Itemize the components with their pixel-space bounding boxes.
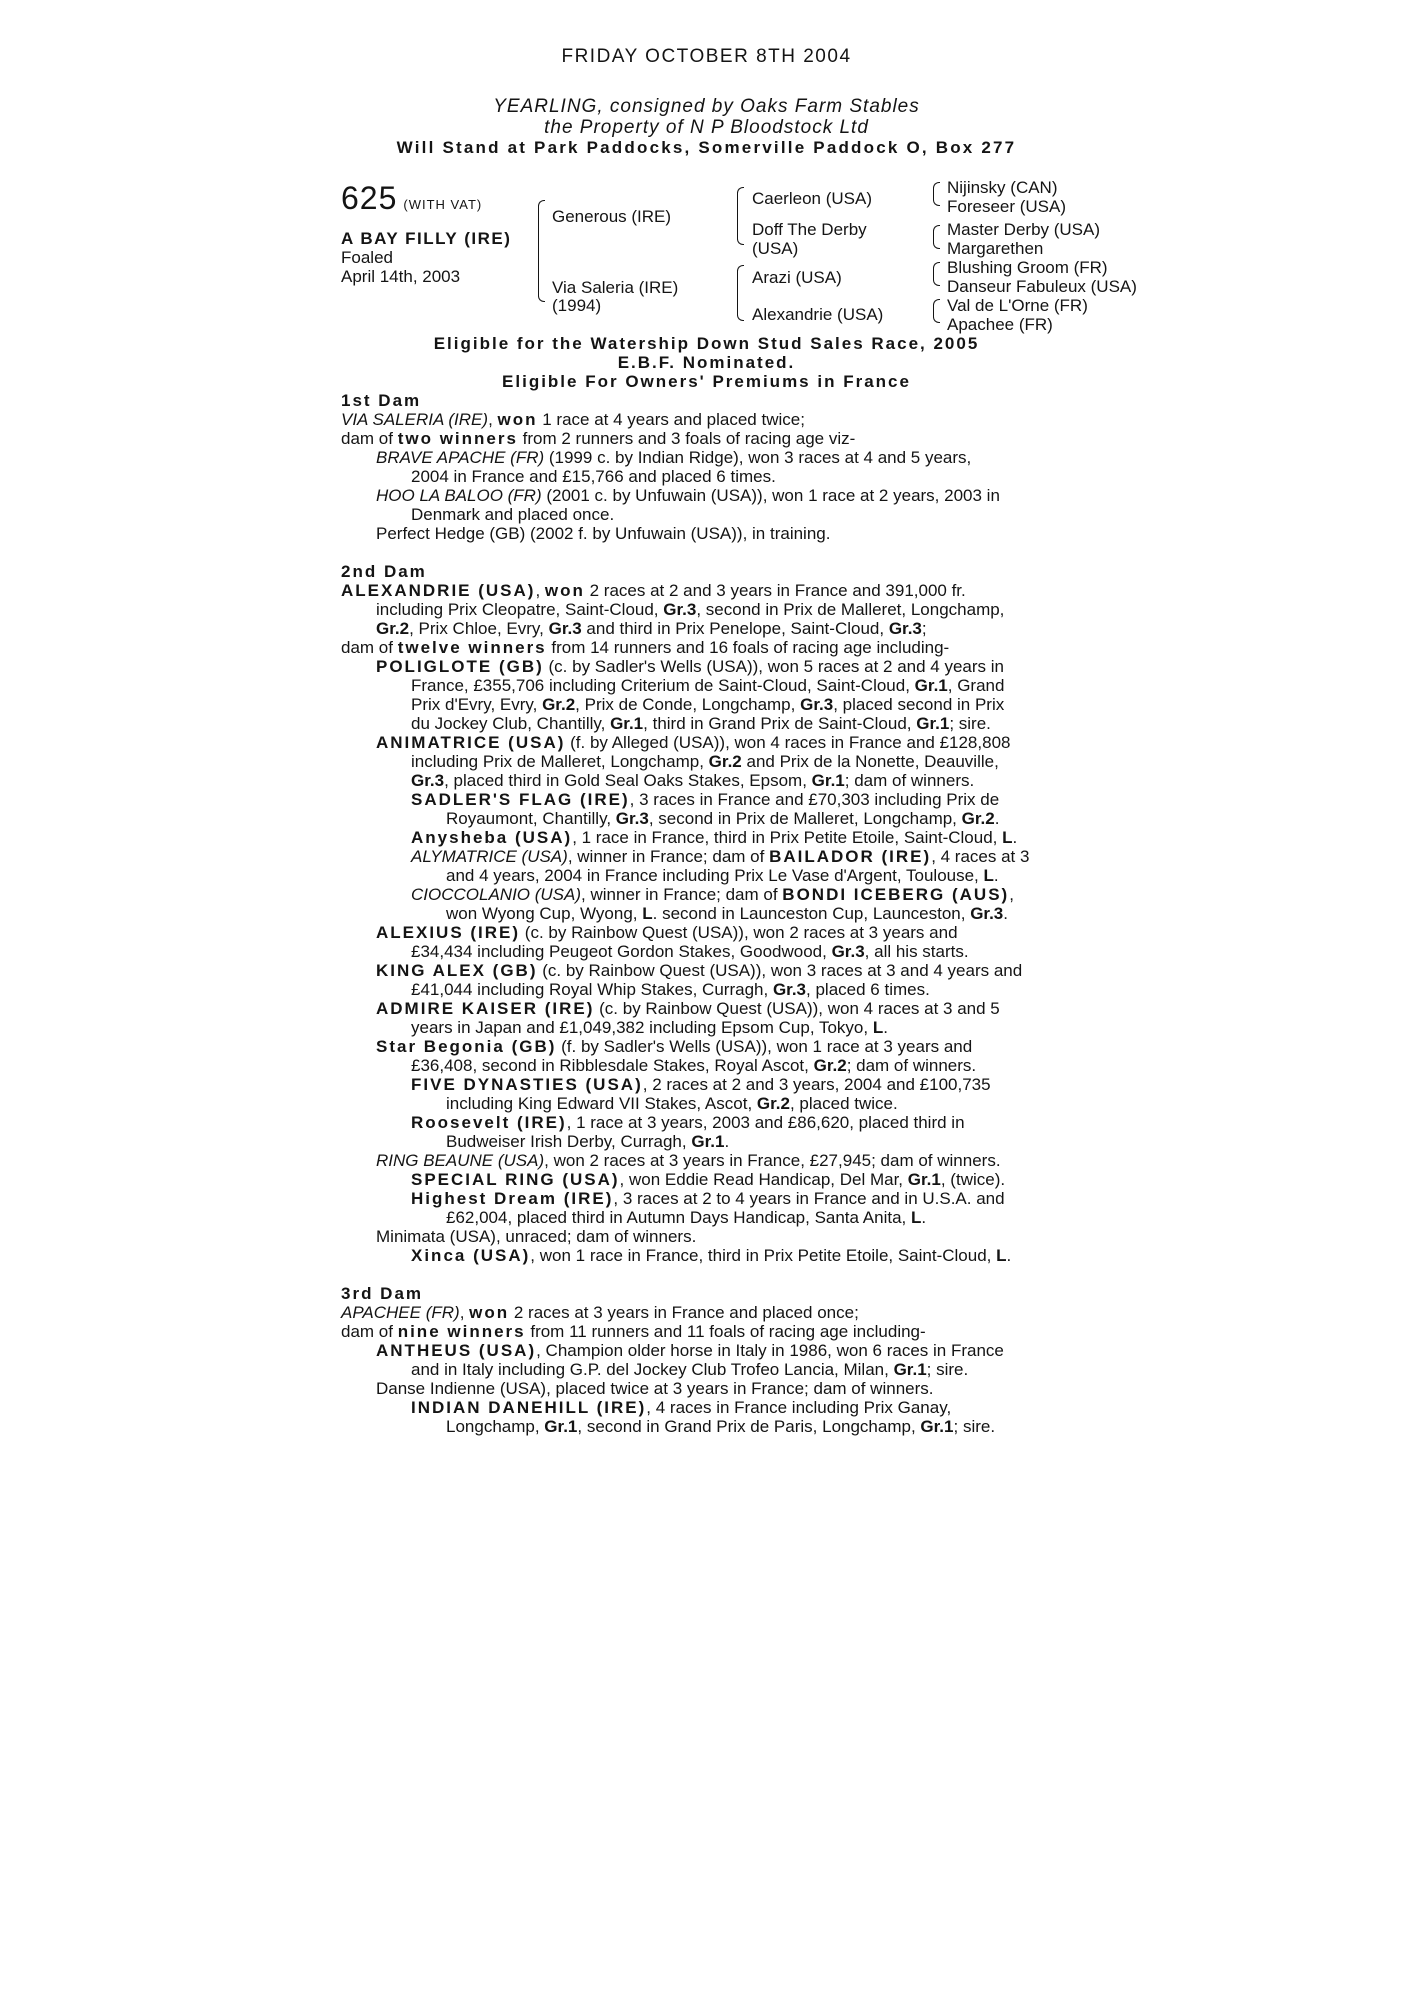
produce-entry-cont: including King Edward VII Stakes, Ascot, Gr.2, placed twice. <box>446 1094 898 1113</box>
produce-entry-cont: 2004 in France and £15,766 and placed 6 times. <box>411 467 776 486</box>
produce-entry: BRAVE APACHE (FR) (1999 c. by Indian Ridge), won 3 races at 4 and 5 years, <box>376 448 972 467</box>
pedigree-brace-dam <box>737 265 744 321</box>
pedigree-dsd: Danseur Fabuleux (USA) <box>947 277 1137 296</box>
first-dam-line: VIA SALERIA (IRE), won 1 race at 4 years and placed twice; <box>341 410 805 429</box>
pedigree-brace-ss <box>933 182 940 206</box>
produce-entry: FIVE DYNASTIES (USA), 2 races at 2 and 3 years, 2004 and £100,735 <box>411 1075 991 1094</box>
produce-entry: Xinca (USA), won 1 race in France, third in Prix Petite Etoile, Saint-Cloud, L. <box>411 1246 1012 1265</box>
pedigree-sdd: Margarethen <box>947 239 1044 258</box>
second-dam-line-cont: Gr.2, Prix Chloe, Evry, Gr.3 and third in Prix Penelope, Saint-Cloud, Gr.3; <box>376 619 927 638</box>
property-line: the Property of N P Bloodstock Ltd <box>544 117 869 138</box>
produce-entry: Anysheba (USA), 1 race in France, third in Prix Petite Etoile, Saint-Cloud, L. <box>411 828 1018 847</box>
produce-entry: SADLER'S FLAG (IRE), 3 races in France and £70,303 including Prix de <box>411 790 1000 809</box>
stand-location: Will Stand at Park Paddocks, Somerville Paddock O, Box 277 <box>396 138 1017 157</box>
pedigree-brace-sd <box>933 225 940 249</box>
produce-entry: ANTHEUS (USA), Champion older horse in Italy in 1986, won 6 races in France <box>376 1341 1004 1360</box>
produce-entry-cont: and 4 years, 2004 in France including Prix Le Vase d'Argent, Toulouse, L. <box>446 866 999 885</box>
pedigree-brace-sire <box>737 187 744 245</box>
vat-note: (WITH VAT) <box>403 197 483 212</box>
produce-entry: INDIAN DANEHILL (IRE), 4 races in France including Prix Ganay, <box>411 1398 952 1417</box>
second-dam-line: ALEXANDRIE (USA), won 2 races at 2 and 3 years in France and 391,000 fr. <box>341 581 966 600</box>
produce-entry-cont: £36,408, second in Ribblesdale Stakes, Royal Ascot, Gr.2; dam of winners. <box>411 1056 977 1075</box>
first-dam-produce-summary: dam of two winners from 2 runners and 3 foals of racing age viz- <box>341 429 856 448</box>
lot-number: 625 <box>341 180 398 216</box>
third-dam-produce-summary: dam of nine winners from 11 runners and 11 foals of racing age including- <box>341 1322 926 1341</box>
eligibility-ebf: E.B.F. Nominated. <box>617 353 796 372</box>
produce-entry-cont: £34,434 including Peugeot Gordon Stakes, Goodwood, Gr.3, all his starts. <box>411 942 969 961</box>
pedigree-dss: Blushing Groom (FR) <box>947 258 1108 277</box>
produce-entry: CIOCCOLANIO (USA), winner in France; dam of BONDI ICEBERG (AUS), <box>411 885 1014 904</box>
produce-entry: KING ALEX (GB) (c. by Rainbow Quest (USA)), won 3 races at 3 and 4 years and <box>376 961 1023 980</box>
produce-entry-cont: Denmark and placed once. <box>411 505 615 524</box>
produce-entry-cont: Prix d'Evry, Evry, Gr.2, Prix de Conde, Longchamp, Gr.3, placed second in Prix <box>411 695 1005 714</box>
foaled-date: April 14th, 2003 <box>341 267 461 286</box>
produce-entry: Minimata (USA), unraced; dam of winners. <box>376 1227 697 1246</box>
produce-entry: POLIGLOTE (GB) (c. by Sadler's Wells (USA)), won 5 races at 2 and 4 years in <box>376 657 1005 676</box>
horse-description: A BAY FILLY (IRE) <box>341 229 512 248</box>
pedigree-dds: Val de L'Orne (FR) <box>947 296 1088 315</box>
sale-date: FRIDAY OCTOBER 8TH 2004 <box>561 46 852 67</box>
produce-entry: SPECIAL RING (USA), won Eddie Read Handicap, Del Mar, Gr.1, (twice). <box>411 1170 1006 1189</box>
pedigree-dam-sire: Arazi (USA) <box>752 268 842 287</box>
third-dam-heading: 3rd Dam <box>341 1284 424 1303</box>
pedigree-ddd: Apachee (FR) <box>947 315 1053 334</box>
produce-entry-cont: France, £355,706 including Criterium de Saint-Cloud, Saint-Cloud, Gr.1, Grand <box>411 676 1005 695</box>
produce-entry: RING BEAUNE (USA), won 2 races at 3 years in France, £27,945; dam of winners. <box>376 1151 1001 1170</box>
pedigree-sire: Generous (IRE) <box>552 207 672 226</box>
produce-entry-cont: £41,044 including Royal Whip Stakes, Curragh, Gr.3, placed 6 times. <box>411 980 930 999</box>
produce-entry-cont: Longchamp, Gr.1, second in Grand Prix de Paris, Longchamp, Gr.1; sire. <box>446 1417 996 1436</box>
pedigree-dam-year: (1994) <box>552 296 602 315</box>
pedigree-brace-gen1 <box>538 200 545 302</box>
produce-entry-cont: Budweiser Irish Derby, Curragh, Gr.1. <box>446 1132 730 1151</box>
produce-entry: Highest Dream (IRE), 3 races at 2 to 4 years in France and in U.S.A. and <box>411 1189 1005 1208</box>
produce-entry-cont: and in Italy including G.P. del Jockey Club Trofeo Lancia, Milan, Gr.1; sire. <box>411 1360 969 1379</box>
pedigree-sire-sire: Caerleon (USA) <box>752 189 872 208</box>
eligibility-owners-premiums: Eligible For Owners' Premiums in France <box>502 372 911 391</box>
produce-entry-cont: years in Japan and £1,049,382 including Epsom Cup, Tokyo, L. <box>411 1018 888 1037</box>
produce-entry: Star Begonia (GB) (f. by Sadler's Wells (USA)), won 1 race at 3 years and <box>376 1037 973 1056</box>
produce-entry-cont: including Prix de Malleret, Longchamp, Gr.2 and Prix de la Nonette, Deauville, <box>411 752 999 771</box>
produce-entry-cont: £62,004, placed third in Autumn Days Handicap, Santa Anita, L. <box>446 1208 927 1227</box>
second-dam-produce-summary: dam of twelve winners from 14 runners and 16 foals of racing age including- <box>341 638 950 657</box>
second-dam-heading: 2nd Dam <box>341 562 427 581</box>
produce-entry-cont: won Wyong Cup, Wyong, L. second in Launceston Cup, Launceston, Gr.3. <box>446 904 1009 923</box>
produce-entry: ALYMATRICE (USA), winner in France; dam of BAILADOR (IRE), 4 races at 3 <box>411 847 1030 866</box>
produce-entry-cont: du Jockey Club, Chantilly, Gr.1, third in Grand Prix de Saint-Cloud, Gr.1; sire. <box>411 714 991 733</box>
eligibility-sales-race: Eligible for the Watership Down Stud Sales Race, 2005 <box>433 334 980 353</box>
produce-entry-cont: Royaumont, Chantilly, Gr.3, second in Prix de Malleret, Longchamp, Gr.2. <box>446 809 1000 828</box>
pedigree-dam: Via Saleria (IRE) <box>552 278 679 297</box>
pedigree-dam-dam: Alexandrie (USA) <box>752 305 884 324</box>
foaled-label: Foaled <box>341 248 393 267</box>
pedigree-ssd: Foreseer (USA) <box>947 197 1067 216</box>
second-dam-line-cont: including Prix Cleopatre, Saint-Cloud, Gr.3, second in Prix de Malleret, Longchamp, <box>376 600 1005 619</box>
produce-entry: Perfect Hedge (GB) (2002 f. by Unfuwain (USA)), in training. <box>376 524 831 543</box>
produce-entry-cont: Gr.3, placed third in Gold Seal Oaks Stakes, Epsom, Gr.1; dam of winners. <box>411 771 975 790</box>
pedigree-sss: Nijinsky (CAN) <box>947 178 1058 197</box>
produce-entry: Roosevelt (IRE), 1 race at 3 years, 2003 and £86,620, placed third in <box>411 1113 965 1132</box>
produce-entry: ADMIRE KAISER (IRE) (c. by Rainbow Quest (USA)), won 4 races at 3 and 5 <box>376 999 1000 1018</box>
produce-entry: ANIMATRICE (USA) (f. by Alleged (USA)), won 4 races in France and £128,808 <box>376 733 1011 752</box>
lot-number-block <box>341 180 482 217</box>
pedigree-brace-dd <box>933 299 940 323</box>
pedigree-sds: Master Derby (USA) <box>947 220 1101 239</box>
pedigree-brace-ds <box>933 262 940 286</box>
produce-entry: Danse Indienne (USA), placed twice at 3 years in France; dam of winners. <box>376 1379 934 1398</box>
third-dam-line: APACHEE (FR), won 2 races at 3 years in France and placed once; <box>341 1303 859 1322</box>
pedigree-sire-dam: Doff The Derby <box>752 220 867 239</box>
produce-entry: HOO LA BALOO (FR) (2001 c. by Unfuwain (USA)), won 1 race at 2 years, 2003 in <box>376 486 1000 505</box>
pedigree-sire-dam-2: (USA) <box>752 239 799 258</box>
produce-entry: ALEXIUS (IRE) (c. by Rainbow Quest (USA)), won 2 races at 3 years and <box>376 923 958 942</box>
consignor-line: YEARLING, consigned by Oaks Farm Stables <box>493 96 920 117</box>
first-dam-heading: 1st Dam <box>341 391 422 410</box>
